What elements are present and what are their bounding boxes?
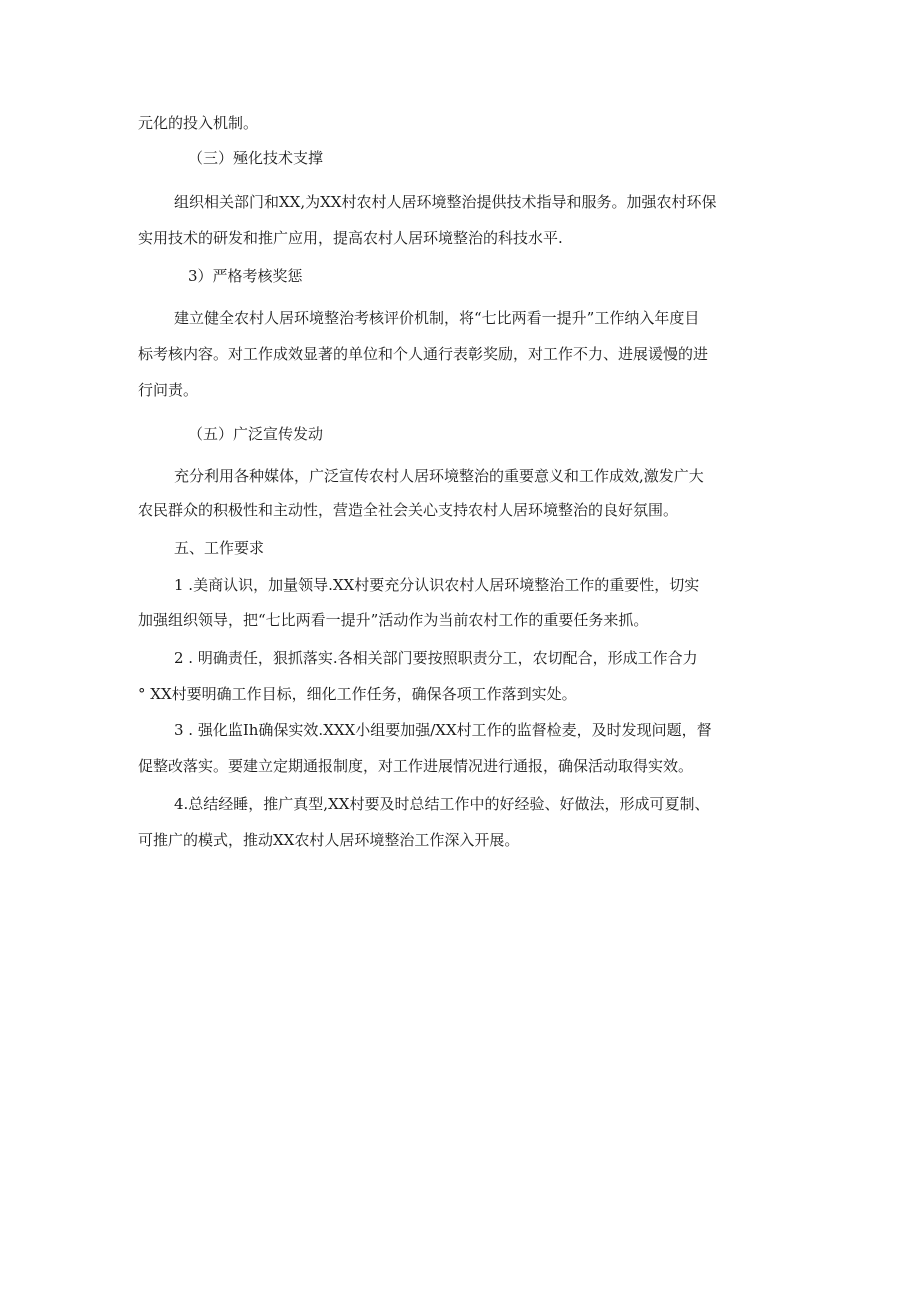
paragraph-line: 行问责。 bbox=[138, 381, 199, 399]
section-heading: （五）广泛宣传发动 bbox=[188, 425, 324, 443]
requirement-line: 3 . 强化监Ih确保实效.XXX小组要加强/XX村工作的监督检麦，及时发现问题，督 bbox=[174, 721, 712, 739]
requirement-line: 加强组织领导，把“七比两看一提升”活动作为当前农村工作的重要任务来抓。 bbox=[138, 611, 649, 629]
paragraph-line: 建立健全农村人居环境整治考核评价机制，将“七比两看一提升”工作纳入年度目 bbox=[174, 309, 700, 327]
requirement-line: 1 .美商认识，加量领导.XX村要充分认识农村人居环境整治工作的重要性，切实 bbox=[174, 576, 700, 594]
requirement-line: 可推广的模式，推动XX农村人居环境整治工作深入开展。 bbox=[138, 831, 520, 849]
paragraph-line: 实用技术的研发和推广应用，提高农村人居环境整治的科技水平. bbox=[138, 229, 563, 247]
requirement-line: 4.总结经睡，推广真型,XX村要及时总结工作中的好经验、好做法，形成可夏制、 bbox=[174, 795, 710, 813]
paragraph-line: 农民群众的积极性和主动性，营造全社会关心支持农村人居环境整治的良好氛围。 bbox=[138, 501, 679, 519]
paragraph-line: 充分利用各种媒体，广泛宣传农村人居环境整治的重要意义和工作成效,激发广大 bbox=[174, 467, 704, 485]
paragraph-line: 元化的投入机制。 bbox=[138, 114, 259, 132]
section-heading: 3）严格考核奖惩 bbox=[188, 267, 303, 285]
requirement-line: 促整改落实。要建立定期通报制度，对工作进展情况进行通报，确保活动取得实效。 bbox=[138, 757, 694, 775]
section-heading: 五、工作要求 bbox=[174, 539, 265, 557]
requirement-line: 2 . 明确责任，狠抓落实.各相关部门要按照职责分工，农切配合，形成工作合力 bbox=[174, 649, 698, 667]
paragraph-line: 标考核内容。对工作成效显著的单位和个人通行表彰奖励，对工作不力、进展谖慢的进 bbox=[138, 345, 709, 363]
section-heading: （三）殛化技术支撑 bbox=[188, 149, 324, 167]
requirement-line: ° XX村要明确工作目标，细化工作任务，确保各项工作落到实处。 bbox=[138, 685, 577, 703]
paragraph-line: 组织相关部门和XX,为XX村农村人居环境整治提供技术指导和服务。加强农村环保 bbox=[174, 193, 717, 211]
